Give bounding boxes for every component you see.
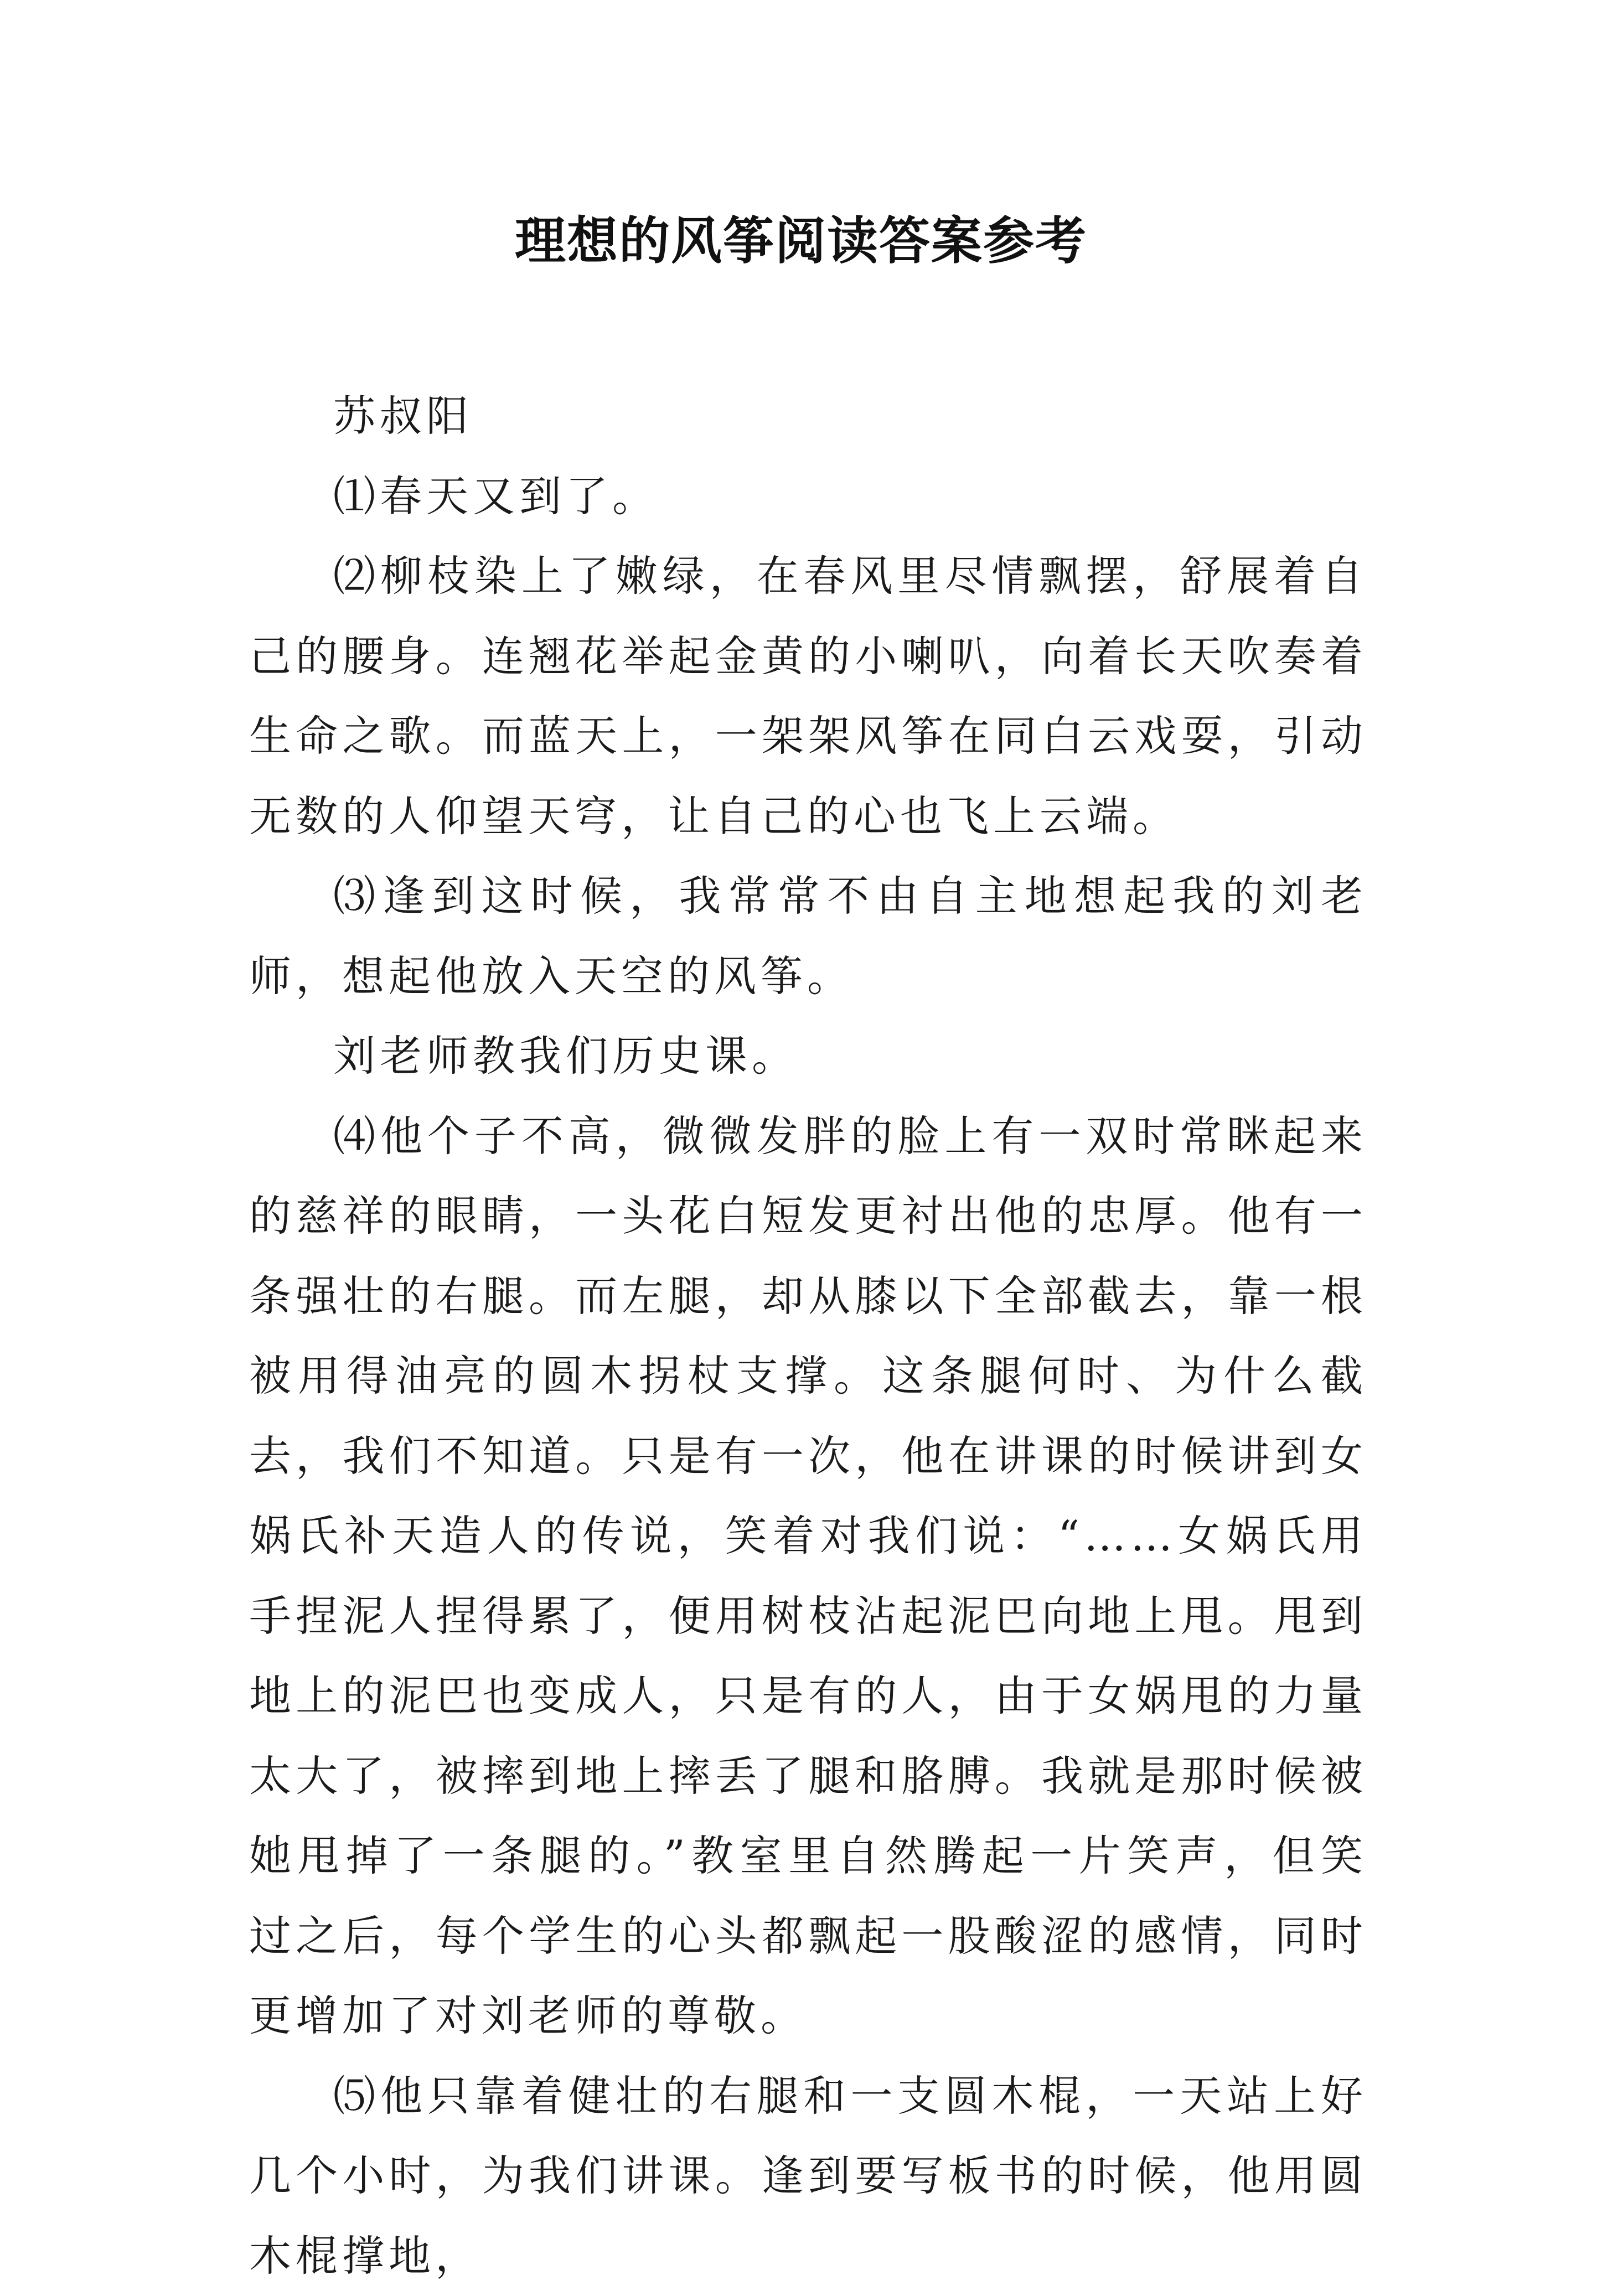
document-body xyxy=(249,376,1367,2296)
paragraph-3: ⑶逢到这时候，我常常不由自主地想起我的刘老师，想起他放入天空的风筝。 xyxy=(249,856,1367,1016)
paragraph-4: ⑷他个子不高，微微发胖的脸上有一双时常眯起来的慈祥的眼睛，一头花白短发更衬出他的忠厚。他有一条强壮的右腿。而左腿，却从膝以下全部截去，靠一根被用得油亮的圆木拐杖支撑。这条腿何时、为什么截去，我们不知道。只是有一次，他在讲课的时候讲到女娲氏补天造人的传说，笑着对我们说：“……女娲氏用手捏泥人捏得累了，便用树枝沾起泥巴向地上甩。甩到地上的泥巴也变成人，只是有的人，由于女娲甩的力量太大了，被摔到地上摔丢了腿和胳膊。我就是那时候被她甩掉了一条腿的。”教室里自然腾起一片笑声，但笑过之后，每个学生的心头都飘起一股酸涩的感情，同时更增加了对刘老师的尊敬。 xyxy=(249,1097,1367,2056)
paragraph-1: ⑴春天又到了。 xyxy=(249,457,1367,537)
author-line: 苏叔阳 xyxy=(249,376,1367,457)
paragraph-intro: 刘老师教我们历史课。 xyxy=(249,1016,1367,1097)
paragraph-2: ⑵柳枝染上了嫩绿，在春风里尽情飘摆，舒展着自己的腰身。连翘花举起金黄的小喇叭，向着长天吹奏着生命之歌。而蓝天上，一架架风筝在同白云戏耍，引动无数的人仰望天穹，让自己的心也飞上云端。 xyxy=(249,536,1367,856)
paragraph-5: ⑸他只靠着健壮的右腿和一支圆木棍，一天站上好几个小时，为我们讲课。逢到要写板书的时候，他用圆木棍撑地， xyxy=(249,2056,1367,2296)
document-title: 理想的风筝阅读答案参考 xyxy=(0,202,1602,280)
